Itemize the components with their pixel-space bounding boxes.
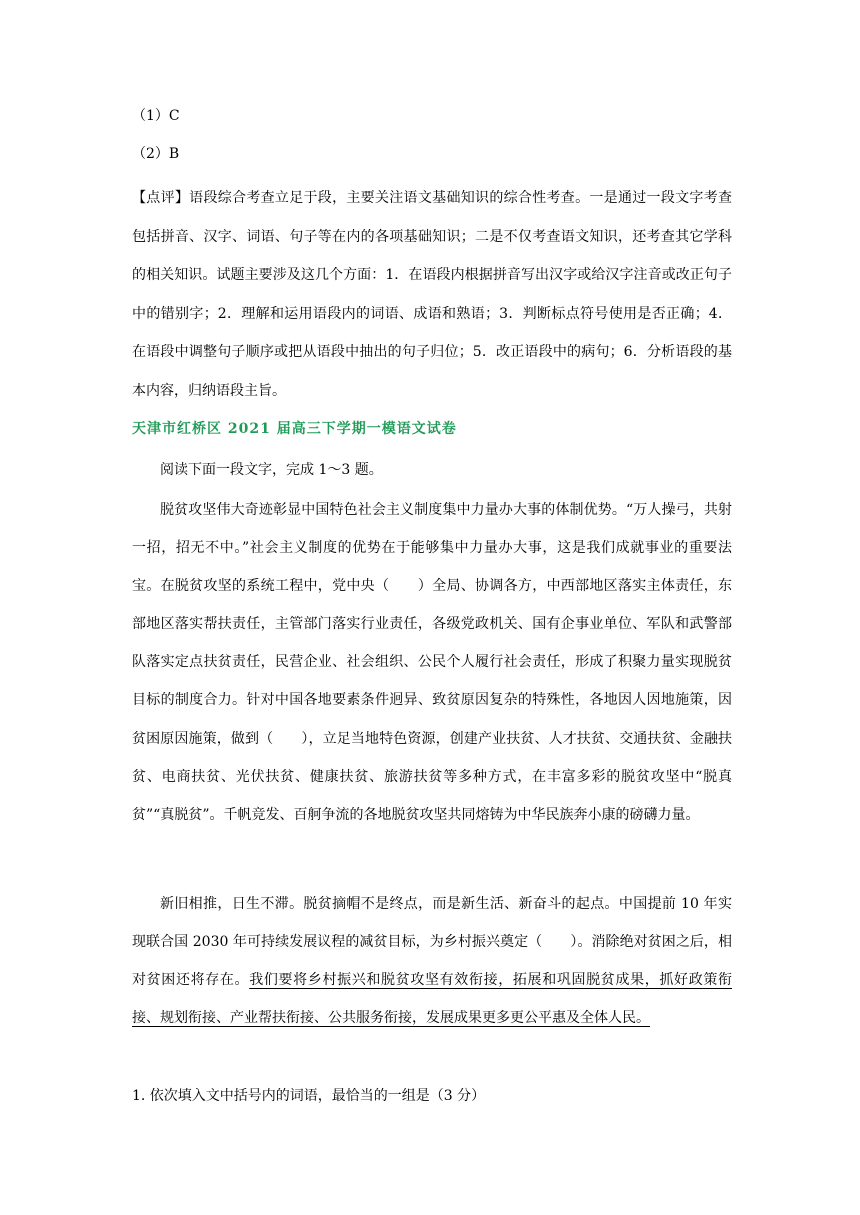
comment-text: 语段综合考查立足于段，主要关注语文基础知识的综合性考查。一是通过一段文字考查包括拼音、汉字、词语、句子等在内的各项基础知识；二是不仅考查语文知识，还考查其它学科的相关知识。试题主要涉及这几个方面：1．在语段内根据拼音写出汉字或给汉字注音或改正句子中的错别字；2．理解和运用语段内的词语、成语和熟语；3．判断标点符号使用是否正确；4．在语段中调整句子顺序或把从语段中抽出的句子归位；5．改正语段中的病句；6．分析语段的基本内容，归纳语段主旨。	[132, 190, 732, 399]
answer-1: （1）C	[132, 108, 180, 124]
comment-paragraph	[132, 179, 732, 410]
passage-p2-text: 新旧相推，日生不滞。脱贫摘帽不是终点，而是新生活、新奋斗的起点。中国提前 10 年实现联合国 2030 年可持续发展议程的减贫目标，为乡村振兴奠定（ ）。消除绝对贫困之后，相对贫困还将存在。	[132, 896, 732, 988]
passage-p1-text: 脱贫攻坚伟大奇迹彰显中国特色社会主义制度集中力量办大事的体制优势。“万人操弓，共射一招，招无不中。”社会主义制度的优势在于能够集中力量办大事，这是我们成就事业的重要法宝。在脱贫攻坚的系统工程中，党中央（ ）全局、协调各方，中西部地区落实主体责任，东部地区落实帮扶责任，主管部门落实行业责任，各级党政机关、国有企事业单位、军队和武警部队落实定点扶贫责任，民营企业、社会组织、公民个人履行社会责任，形成了积聚力量实现脱贫目标的制度合力。针对中国各地要素条件迥异、致贫原因复杂的特殊性，各地因人因地施策，因贫困原因施策，做到（ ），立足当地特色资源，创建产业扶贫、人才扶贫、交通扶贫、金融扶贫、电商扶贫、光伏扶贫、健康扶贫、旅游扶贫等多种方式，在丰富多彩的脱贫攻坚中“脱真贫”“真脱贫”。千帆竞发、百舸争流的各地脱贫攻坚共同熔铸为中华民族奔小康的磅礴力量。	[132, 502, 732, 823]
passage-paragraph-2	[132, 885, 732, 1037]
comment-label: 【点评】	[132, 190, 190, 206]
reading-instruction	[132, 452, 732, 489]
passage-paragraph-1	[132, 491, 732, 834]
passage-p2-underlined: 我们要将乡村振兴和脱贫攻坚有效衔接，拓展和巩固脱贫成果，抓好政策衔接、规划衔接、产业帮扶衔接、公共服务衔接，发展成果更多更公平惠及全体人民。	[132, 972, 733, 1026]
instruction-text: 阅读下面一段文字，完成 1～3 题。	[160, 462, 383, 478]
exam-title: 天津市红桥区 2021 届高三下学期一模语文试卷	[132, 421, 457, 437]
question-1: 1. 依次填入文中括号内的词语，最恰当的一组是（3 分）	[132, 1088, 486, 1104]
answer-2: （2）B	[132, 146, 180, 162]
